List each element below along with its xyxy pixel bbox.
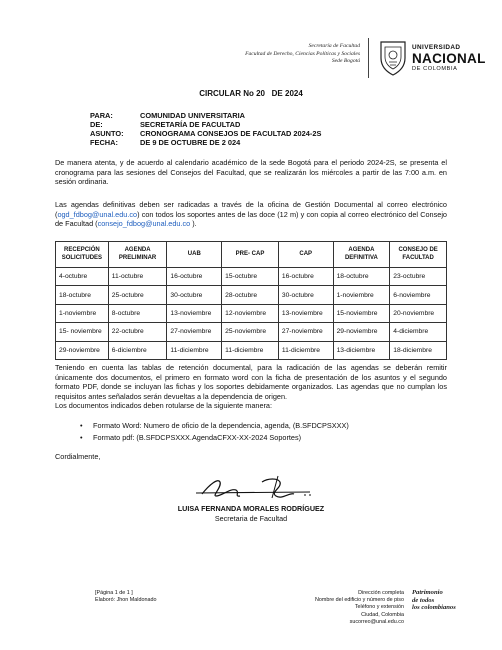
table-cell: 27-noviembre [278,323,333,341]
table-cell: 16-octubre [167,268,222,286]
column-header: AGENDA DEFINITIVA [333,242,390,268]
table-cell: 30-octubre [167,286,222,304]
footer-motto [412,589,456,612]
table-cell: 22-octubre [108,323,167,341]
retention-paragraph: Teniendo en cuenta las tablas de retención documental, para la radicación de las agendas se deberán remitir únicamente dos documentos, el primero en formato word con la ficha de presentación de los asuntos y el segundo formato PDF, donde se incluyan las fichas y los soportes debidamente organizados. Las agendas que no cumplan los requisitos antes señalados serán devueltas a la dependencia de origen. [55,363,447,401]
header-line: Sede Bogotá [331,58,360,65]
table-cell: 1-noviembre [56,304,109,322]
table-cell: 4-octubre [56,268,109,286]
table-cell: 29-noviembre [56,341,109,359]
format-list [80,420,349,444]
footer-line: Ciudad, Colombia [361,611,404,618]
prepared-by: Elaboró: Jhon Maldonado [95,597,157,604]
closing: Cordialmente, [55,452,101,461]
circular-title: CIRCULAR No 20 DE 2024 [199,89,303,98]
table-cell: 8-octubre [108,304,167,322]
table-cell: 13-noviembre [167,304,222,322]
column-header: CONSEJO DE FACULTAD [390,242,447,268]
table-cell: 15-octubre [222,268,279,286]
table-cell: 25-octubre [108,286,167,304]
list-item: • Formato Word: Numero de oficio de la dependencia, agenda, (B.SFDCPSXXX) [80,420,349,432]
university-brand [412,44,492,73]
table-cell: 13-noviembre [278,304,333,322]
table-row [56,286,447,304]
meta-key: FECHA: [90,138,118,147]
footer-email: sucorreo@unal.edu.co [349,618,404,625]
table-row [56,268,447,286]
table-row [56,341,447,359]
table-cell: 28-octubre [222,286,279,304]
meta-value: CRONOGRAMA CONSEJOS DE FACULTAD 2024-2S [140,129,322,138]
column-header: RECEPCIÓN SOLICITUDES [56,242,109,268]
table-cell: 18-diciembre [390,341,447,359]
handwritten-signature [190,470,330,504]
table-cell: 4-diciembre [390,323,447,341]
column-header: CAP [278,242,333,268]
footer-line: Dirección completa [358,590,404,596]
signatory-role: Secretaria de Facultad [214,514,288,523]
table-cell: 11-diciembre [278,341,333,359]
footer-line: Nombre del edificio y número de piso [315,597,404,604]
column-header: PRE- CAP [222,242,279,268]
schedule-table [55,241,447,360]
meta-value: COMUNIDAD UNIVERSITARIA [140,111,245,120]
column-header: AGENDA PRELIMINAR [108,242,167,268]
table-cell: 13-diciembre [333,341,390,359]
table-cell: 16-octubre [278,268,333,286]
table-cell: 11-diciembre [167,341,222,359]
table-cell: 15- noviembre [56,323,109,341]
footer-contact [315,590,404,626]
table-cell: 11-octubre [108,268,167,286]
table-cell: 29-noviembre [333,323,390,341]
labeling-paragraph: Los documentos indicados deben rotularse de la siguiente manera: [55,401,273,410]
table-cell: 18-octubre [56,286,109,304]
page-number: [Página 1 de 1 ] [95,590,133,596]
table-cell: 12-noviembre [222,304,279,322]
table-cell: 15-noviembre [333,304,390,322]
meta-key: PARA: [90,111,113,120]
table-cell: 1-noviembre [333,286,390,304]
column-header: UAB [167,242,222,268]
faculty-header [140,43,360,66]
table-cell: 18-octubre [333,268,390,286]
table-row [56,304,447,322]
motto-line: los colombianos [412,604,456,612]
footer-line: Teléfono y extensión [354,604,404,611]
table-cell: 23-octubre [390,268,447,286]
table-cell: 20-noviembre [390,304,447,322]
email-link-ogd[interactable]: ogd_fdbog@unal.edu.co [57,209,138,219]
header-divider [368,38,369,78]
brand-top: UNIVERSIDAD [412,44,461,51]
motto-line: Patrimonio [412,589,443,596]
table-cell: 6-diciembre [108,341,167,359]
header-line: Facultad de Derecho, Ciencias Políticas y Sociales [245,50,360,57]
table-cell: 25-noviembre [222,323,279,341]
signatory-name: LUISA FERNANDA MORALES RODRÍGUEZ [177,504,325,513]
meta-value: SECRETARÍA DE FACULTAD [140,120,241,129]
list-item: • Formato pdf: (B.SFDCPSXXX.AgendaCFXX-XX-2024 Soportes) [80,432,349,444]
intro-paragraph: De manera atenta, y de acuerdo al calendario académico de la sede Bogotá para el periodo 2024-2S, se presenta el cronograma para las sesiones del Consejos del Facultad, que se realizarán los miércoles a partir de las 7:00 a.m. en sesión ordinaria. [55,158,447,186]
table-cell: 30-octubre [278,286,333,304]
email-link-consejo[interactable]: consejo_fdbog@unal.edu.co [97,219,191,228]
brand-sub: DE COLOMBIA [412,66,458,72]
footer-left [95,590,156,604]
header-line: Secretaría de Facultad [308,43,360,49]
meta-key: DE: [90,120,103,129]
university-seal-logo [378,38,408,76]
table-row [56,323,447,341]
table-cell: 6-noviembre [390,286,447,304]
table-cell: 27-noviembre [167,323,222,341]
brand-main: NACIONAL [412,51,486,66]
meta-value: DE 9 DE OCTUBRE DE 2 024 [140,138,241,147]
motto-line: de todos [412,596,435,604]
table-header-row [56,242,447,268]
table-cell: 11-diciembre [222,341,279,359]
meta-key: ASUNTO: [90,129,124,138]
radication-paragraph: Las agendas definitivas deben ser radicadas a través de la oficina de Gestión Documental al correo electrónico (ogd_fdbog@unal.edu.co) con todos los soportes antes de las doce (12 m) y con copia al correo electrónico del Consejo de Facultad (consejo_fdbog@unal.edu.co ). [55,200,447,228]
